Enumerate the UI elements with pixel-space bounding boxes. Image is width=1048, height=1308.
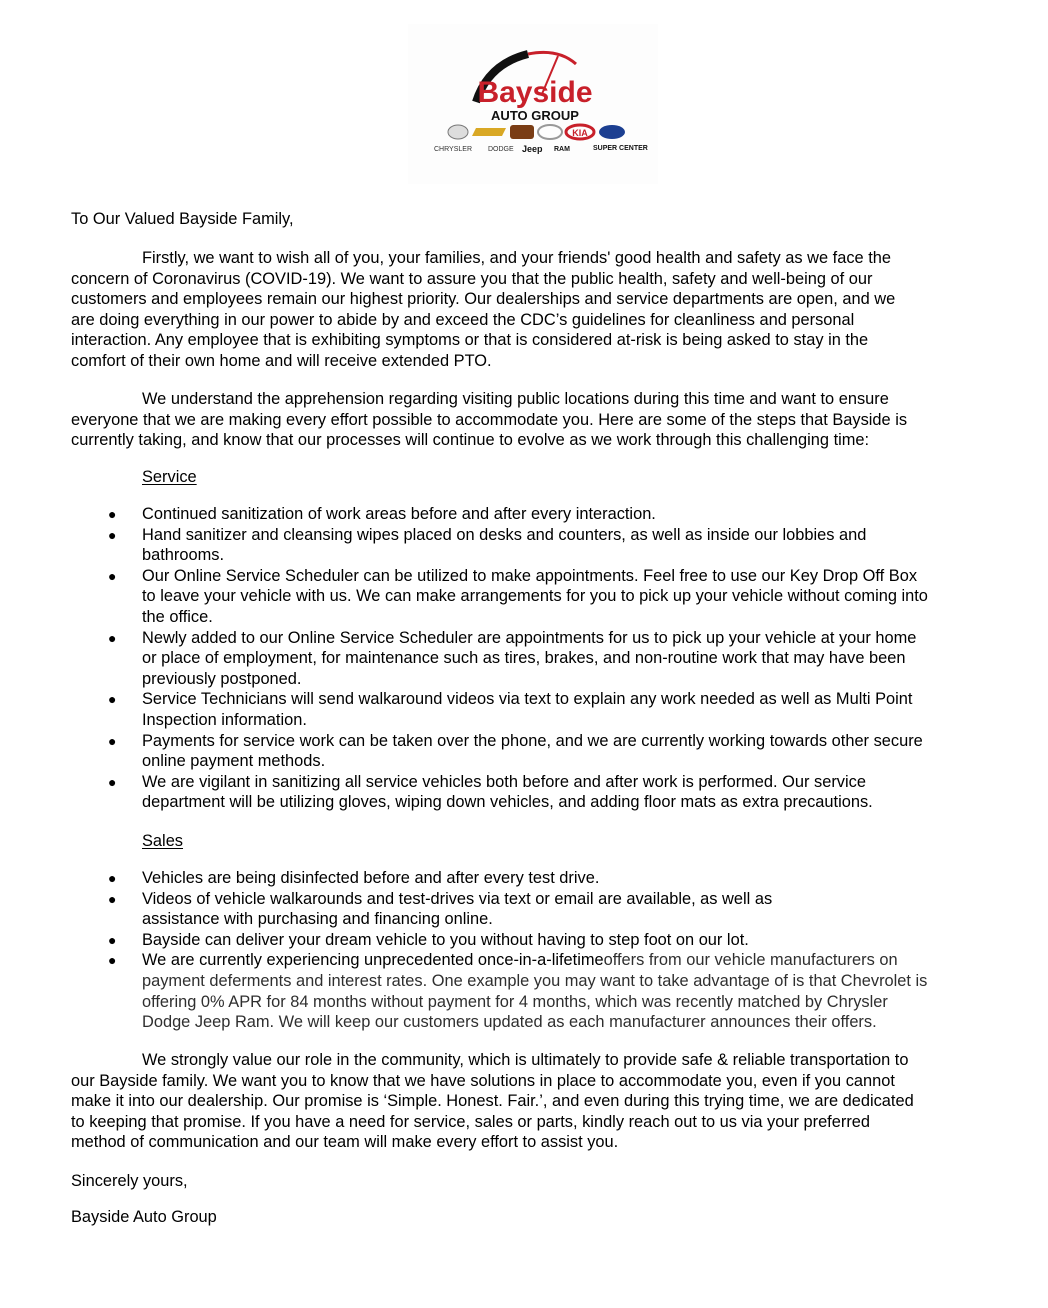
paragraph-3-line: our Bayside family. We want you to know that we have solutions in place to accommodate you, even if you cannot <box>71 1071 895 1090</box>
paragraph-3-line: make it into our dealership. Our promise is ‘Simple. Honest. Fair.’, and even during this trying time, we are dedicated <box>71 1092 914 1111</box>
sales-item-line: Videos of vehicle walkarounds and test-drives via text or email are available, as well as <box>142 889 773 908</box>
paragraph-3-line: to keeping that promise. If you have a need for service, sales or parts, kindly reach out to us via your preferred <box>71 1112 871 1131</box>
bullet-icon: ● <box>108 526 117 543</box>
service-heading: Service <box>142 468 197 486</box>
paragraph-2-line: everyone that we are making every effort possible to accommodate you. Here are some of the steps that Bayside is <box>71 410 908 429</box>
bayside-logo <box>408 24 658 184</box>
service-item-line: previously postponed. <box>142 669 302 688</box>
sales-heading: Sales <box>142 832 184 850</box>
paragraph-1-line: customers and employees remain our highest priority. Our dealerships and service departments are open, and we <box>71 290 896 309</box>
sales-item-line: offering 0% APR for 84 months without payment for 4 months, which was recently matched by Chrysler <box>142 992 888 1011</box>
paragraph-1-line: Firstly, we want to wish all of you, your families, and your friends' good health and safety as we face the <box>142 249 891 267</box>
service-item-line: bathrooms. <box>142 546 224 565</box>
service-item-line: Service Technicians will send walkaround videos via text to explain any work needed as well as Multi Point <box>142 690 913 709</box>
sales-item-line: offers from our vehicle manufacturers on <box>603 951 898 970</box>
svg-text:DODGE: DODGE <box>488 146 514 153</box>
sales-item-line: assistance with purchasing and financing online. <box>142 910 493 929</box>
service-item-line: Continued sanitization of work areas before and after every interaction. <box>142 505 656 523</box>
closing: Sincerely yours, <box>71 1172 188 1190</box>
paragraph-1-line: are doing everything in our power to abide by and exceed the CDC’s guidelines for cleanliness and personal <box>71 310 855 329</box>
service-item-line: to leave your vehicle with us. We can make arrangements for you to pick up your vehicle without coming into <box>142 587 928 606</box>
bullet-icon: ● <box>108 890 117 907</box>
service-item-line: Hand sanitizer and cleansing wipes placed on desks and counters, as well as inside our lobbies and <box>142 525 867 544</box>
service-item-line: Our Online Service Scheduler can be utilized to make appointments. Feel free to use our Key Drop Off Box <box>142 566 918 585</box>
bullet-icon: ● <box>108 870 117 886</box>
bullet-icon: ● <box>108 931 117 948</box>
sales-item-line: We are currently experiencing unprecedented once-in-a-lifetime <box>142 951 604 970</box>
signature: Bayside Auto Group <box>71 1208 217 1226</box>
bullet-icon: ● <box>108 567 117 584</box>
svg-text:KIA: KIA <box>572 128 588 138</box>
svg-text:SUPER CENTER: SUPER CENTER <box>593 145 648 152</box>
salutation: To Our Valued Bayside Family, <box>71 210 294 228</box>
svg-text:Bayside: Bayside <box>477 76 593 109</box>
paragraph-2-line: We understand the apprehension regarding visiting public locations during this time and want to ensure <box>142 390 889 408</box>
paragraph-3-line: We strongly value our role in the community, which is ultimately to provide safe & reliable transportation to <box>142 1051 909 1069</box>
sales-item-line: Bayside can deliver your dream vehicle to you without having to step foot on our lot. <box>142 930 749 949</box>
paragraph-1-line: interaction. Any employee that is exhibiting symptoms or that is considered at-risk is being asked to stay in the <box>71 331 869 350</box>
service-item-line: department will be utilizing gloves, wiping down vehicles, and adding floor mats as extra precautions. <box>142 793 873 812</box>
bullet-icon: ● <box>108 952 117 969</box>
paragraph-1-line: comfort of their own home and will receive extended PTO. <box>71 352 492 370</box>
bullet-icon: ● <box>108 773 117 790</box>
sales-item-line: Dodge Jeep Ram. We will keep our customers updated as each manufacturer announces their offers. <box>142 1013 877 1032</box>
svg-text:Jeep: Jeep <box>522 144 543 154</box>
sales-item-line: Vehicles are being disinfected before and after every test drive. <box>142 869 600 887</box>
service-item-line: Payments for service work can be taken over the phone, and we are currently working towards other secure <box>142 731 923 750</box>
svg-text:RAM: RAM <box>554 146 570 153</box>
service-item-line: online payment methods. <box>142 752 326 771</box>
service-item-line: We are vigilant in sanitizing all service vehicles both before and after work is performed. Our service <box>142 772 866 791</box>
bayside-auto-group-logo-icon <box>408 24 658 184</box>
bullet-icon: ● <box>108 691 117 708</box>
service-item-line: the office. <box>142 608 213 626</box>
sales-item-line: payment deferments and interest rates. One example you may want to take advantage of is that Chevrolet is <box>142 972 928 990</box>
paragraph-1-line: concern of Coronavirus (COVID-19). We want to assure you that the public health, safety and well-being of our <box>71 269 873 288</box>
service-item-line: Inspection information. <box>142 711 307 729</box>
bullet-icon: ● <box>108 506 117 522</box>
paragraph-3-line: method of communication and our team will make every effort to assist you. <box>71 1133 619 1152</box>
bullet-icon: ● <box>108 732 117 749</box>
paragraph-2-line: currently taking, and know that our processes will continue to evolve as we work through this challenging time: <box>71 431 870 450</box>
svg-text:AUTO GROUP: AUTO GROUP <box>491 108 579 123</box>
svg-text:CHRYSLER: CHRYSLER <box>434 146 472 153</box>
service-item-line: Newly added to our Online Service Scheduler are appointments for us to pick up your vehicle at your home <box>142 628 917 647</box>
service-item-line: or place of employment, for maintenance such as tires, brakes, and non-routine work that may have been <box>142 649 906 668</box>
bullet-icon: ● <box>108 629 117 646</box>
